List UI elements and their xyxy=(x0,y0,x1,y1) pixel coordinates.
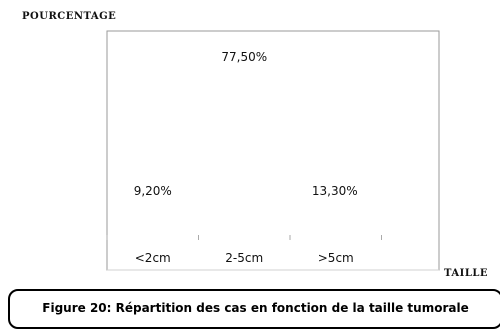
data-label: 77,50% xyxy=(221,49,268,64)
figure-caption: Figure 20: Répartition des cas en fonction de la taille tumorale xyxy=(42,301,469,315)
data-label: 13,30% xyxy=(311,184,358,198)
x-tick-labels xyxy=(135,251,354,265)
figure-caption-box xyxy=(8,289,500,329)
x-tick-label: >5cm xyxy=(317,251,354,265)
x-tick-label: 2-5cm xyxy=(225,251,264,265)
x-axis-label: TAILLE xyxy=(444,268,489,279)
y-axis-label: POURCENTAGE xyxy=(22,11,117,22)
data-label: 9,20% xyxy=(133,184,172,198)
x-tick-label: <2cm xyxy=(134,251,171,265)
plot-area xyxy=(107,31,439,270)
